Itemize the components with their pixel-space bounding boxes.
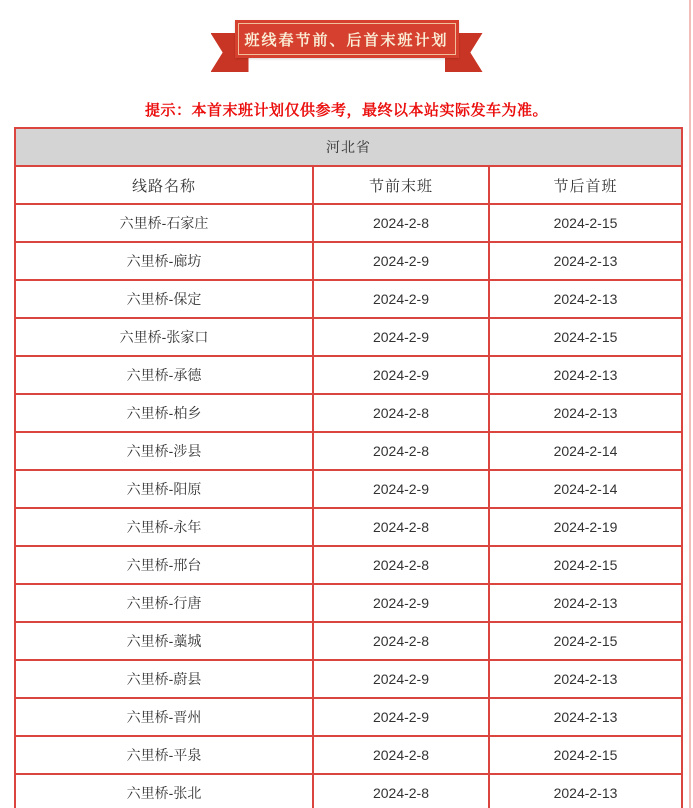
route-cell: 六里桥-邢台 bbox=[15, 546, 313, 584]
table-row bbox=[15, 280, 682, 318]
table-row bbox=[15, 736, 682, 774]
table-row bbox=[15, 204, 682, 242]
pre-last-cell: 2024-2-8 bbox=[313, 736, 489, 774]
table-row bbox=[15, 394, 682, 432]
pre-last-cell: 2024-2-8 bbox=[313, 204, 489, 242]
post-first-cell: 2024-2-15 bbox=[489, 546, 682, 584]
table-row bbox=[15, 470, 682, 508]
pre-last-cell: 2024-2-9 bbox=[313, 242, 489, 280]
pre-last-cell: 2024-2-8 bbox=[313, 546, 489, 584]
pre-last-cell: 2024-2-9 bbox=[313, 470, 489, 508]
post-first-cell: 2024-2-13 bbox=[489, 242, 682, 280]
pre-last-cell: 2024-2-9 bbox=[313, 318, 489, 356]
route-cell: 六里桥-张北 bbox=[15, 774, 313, 808]
pre-last-cell: 2024-2-9 bbox=[313, 280, 489, 318]
route-cell: 六里桥-行唐 bbox=[15, 584, 313, 622]
table-row bbox=[15, 698, 682, 736]
table-row bbox=[15, 774, 682, 808]
column-header-row bbox=[15, 166, 682, 204]
table-row bbox=[15, 242, 682, 280]
route-cell: 六里桥-藁城 bbox=[15, 622, 313, 660]
post-first-cell: 2024-2-13 bbox=[489, 698, 682, 736]
page-right-border bbox=[689, 0, 691, 808]
post-first-cell: 2024-2-15 bbox=[489, 318, 682, 356]
pre-last-cell: 2024-2-9 bbox=[313, 356, 489, 394]
column-header-pre-festival-last: 节前末班 bbox=[313, 166, 489, 204]
post-first-cell: 2024-2-13 bbox=[489, 584, 682, 622]
post-first-cell: 2024-2-13 bbox=[489, 280, 682, 318]
post-first-cell: 2024-2-13 bbox=[489, 356, 682, 394]
ribbon-banner bbox=[211, 20, 483, 72]
post-first-cell: 2024-2-15 bbox=[489, 622, 682, 660]
post-first-cell: 2024-2-13 bbox=[489, 660, 682, 698]
table-row bbox=[15, 318, 682, 356]
post-first-cell: 2024-2-15 bbox=[489, 736, 682, 774]
pre-last-cell: 2024-2-8 bbox=[313, 394, 489, 432]
pre-last-cell: 2024-2-9 bbox=[313, 698, 489, 736]
banner-title: 班线春节前、后首末班计划 bbox=[244, 31, 449, 49]
column-header-route: 线路名称 bbox=[15, 166, 313, 204]
route-cell: 六里桥-廊坊 bbox=[15, 242, 313, 280]
province-header: 河北省 bbox=[15, 128, 682, 166]
table-row bbox=[15, 660, 682, 698]
route-cell: 六里桥-保定 bbox=[15, 280, 313, 318]
table-body bbox=[15, 204, 682, 808]
route-cell: 六里桥-柏乡 bbox=[15, 394, 313, 432]
route-cell: 六里桥-晋州 bbox=[15, 698, 313, 736]
province-row bbox=[15, 128, 682, 166]
post-first-cell: 2024-2-14 bbox=[489, 470, 682, 508]
route-cell: 六里桥-永年 bbox=[15, 508, 313, 546]
table-row bbox=[15, 546, 682, 584]
route-cell: 六里桥-石家庄 bbox=[15, 204, 313, 242]
table-row bbox=[15, 622, 682, 660]
banner bbox=[235, 20, 459, 58]
column-header-post-festival-first: 节后首班 bbox=[489, 166, 682, 204]
notice-text: 提示：本首末班计划仅供参考，最终以本站实际发车为准。 bbox=[144, 102, 548, 119]
route-cell: 六里桥-阳原 bbox=[15, 470, 313, 508]
schedule-table bbox=[14, 127, 683, 808]
table-row bbox=[15, 584, 682, 622]
pre-last-cell: 2024-2-8 bbox=[313, 432, 489, 470]
post-first-cell: 2024-2-19 bbox=[489, 508, 682, 546]
route-cell: 六里桥-承德 bbox=[15, 356, 313, 394]
post-first-cell: 2024-2-13 bbox=[489, 774, 682, 808]
post-first-cell: 2024-2-15 bbox=[489, 204, 682, 242]
route-cell: 六里桥-涉县 bbox=[15, 432, 313, 470]
pre-last-cell: 2024-2-9 bbox=[313, 660, 489, 698]
pre-last-cell: 2024-2-8 bbox=[313, 774, 489, 808]
table-row bbox=[15, 356, 682, 394]
route-cell: 六里桥-张家口 bbox=[15, 318, 313, 356]
route-cell: 六里桥-蔚县 bbox=[15, 660, 313, 698]
route-cell: 六里桥-平泉 bbox=[15, 736, 313, 774]
pre-last-cell: 2024-2-8 bbox=[313, 508, 489, 546]
table-row bbox=[15, 432, 682, 470]
pre-last-cell: 2024-2-8 bbox=[313, 622, 489, 660]
post-first-cell: 2024-2-14 bbox=[489, 432, 682, 470]
table-row bbox=[15, 508, 682, 546]
pre-last-cell: 2024-2-9 bbox=[313, 584, 489, 622]
post-first-cell: 2024-2-13 bbox=[489, 394, 682, 432]
